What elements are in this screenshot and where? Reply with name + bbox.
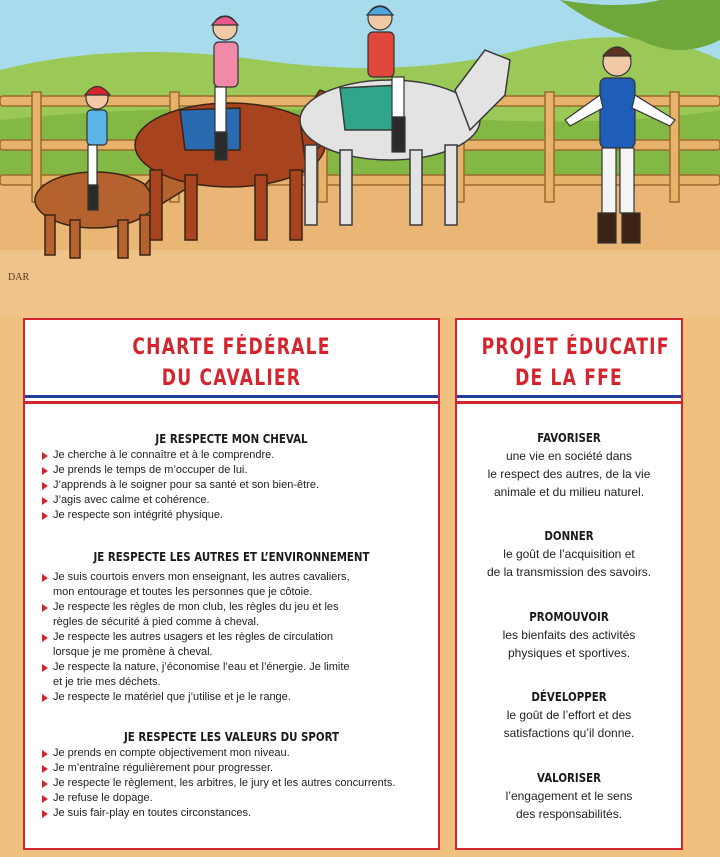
charte-panel (23, 318, 440, 850)
projet-block-heading: DONNER (544, 528, 594, 543)
projet-block-heading: VALORISER (536, 770, 602, 785)
charte-title-line1: CHARTE FÉDÉRALE (132, 335, 331, 360)
list-item: Je respecte son intégrité physique. (41, 508, 421, 523)
list-item: Je respecte la nature, j’économise l’eau et l’énergie. Je limite et je trie mes déchets. (41, 660, 421, 690)
list-item: Je prends en compte objectivement mon niveau. (41, 746, 421, 761)
projet-block-text: le goût de l’acquisition et de la transmission des savoirs. (486, 547, 652, 579)
projet-block-heading: DÉVELOPPER (531, 689, 607, 704)
projet-title (457, 332, 681, 394)
list-item: Je respecte les règles de mon club, les règles du jeu et les règles de sécurité à pied comme à cheval. (41, 600, 421, 630)
list-item: J’agis avec calme et cohérence. (41, 493, 421, 508)
projet-block-heading: PROMOUVOIR (529, 609, 609, 624)
projet-block-text: les bienfaits des activités physiques et sportives. (502, 628, 636, 660)
list-item: Je cherche à le connaître et à le comprendre. (41, 448, 421, 463)
projet-block-text: l’engagement et le sens des responsabilités. (505, 789, 633, 821)
projet-block-text: une vie en société dans le respect des autres, de la vie animale et du milieu naturel. (487, 449, 651, 499)
signature: DAR (8, 272, 30, 283)
projet-panel (455, 318, 683, 850)
tricolor-stripe (25, 395, 438, 404)
section-heading-cheval: JE RESPECTE MON CHEVAL (155, 431, 308, 446)
charte-title (25, 332, 438, 394)
riding-scene-drawing (0, 0, 720, 318)
illustration-riding-lesson (0, 0, 720, 318)
projet-block-promouvoir (457, 609, 681, 662)
tricolor-stripe (457, 395, 681, 404)
list-item: J’apprends à le soigner pour sa santé et son bien-être. (41, 478, 421, 493)
projet-block-favoriser (457, 430, 681, 501)
projet-block-text: le goût de l’effort et des satisfactions qu’il donne. (503, 708, 635, 740)
list-item: Je suis courtois envers mon enseignant, les autres cavaliers, mon entourage et toutes les personnes que je côtoie. (41, 570, 421, 600)
projet-block-donner (457, 528, 681, 581)
list-item: Je refuse le dopage. (41, 791, 421, 806)
list-item: Je m’entraîne régulièrement pour progresser. (41, 761, 421, 776)
list-item: Je suis fair-play en toutes circonstances. (41, 806, 421, 821)
section-heading-autres: JE RESPECTE LES AUTRES ET L’ENVIRONNEMENT (93, 549, 370, 564)
projet-title-line2: DE LA FFE (515, 366, 623, 391)
charte-title-line2: DU CAVALIER (161, 366, 302, 391)
rules-list-autres (41, 570, 421, 705)
rules-list-sport (41, 746, 421, 821)
projet-block-valoriser (457, 770, 681, 823)
projet-title-line1: PROJET ÉDUCATIF (481, 335, 670, 360)
projet-block-heading: FAVORISER (537, 430, 601, 445)
list-item: Je respecte les autres usagers et les règles de circulation lorsque je me promène à cheval. (41, 630, 421, 660)
list-item: Je prends le temps de m’occuper de lui. (41, 463, 421, 478)
projet-block-developper (457, 689, 681, 742)
list-item: Je respecte le règlement, les arbitres, le jury et les autres concurrents. (41, 776, 421, 791)
list-item: Je respecte le matériel que j’utilise et je le range. (41, 690, 421, 705)
section-heading-sport: JE RESPECTE LES VALEURS DU SPORT (123, 729, 340, 744)
rules-list-cheval (41, 448, 421, 523)
